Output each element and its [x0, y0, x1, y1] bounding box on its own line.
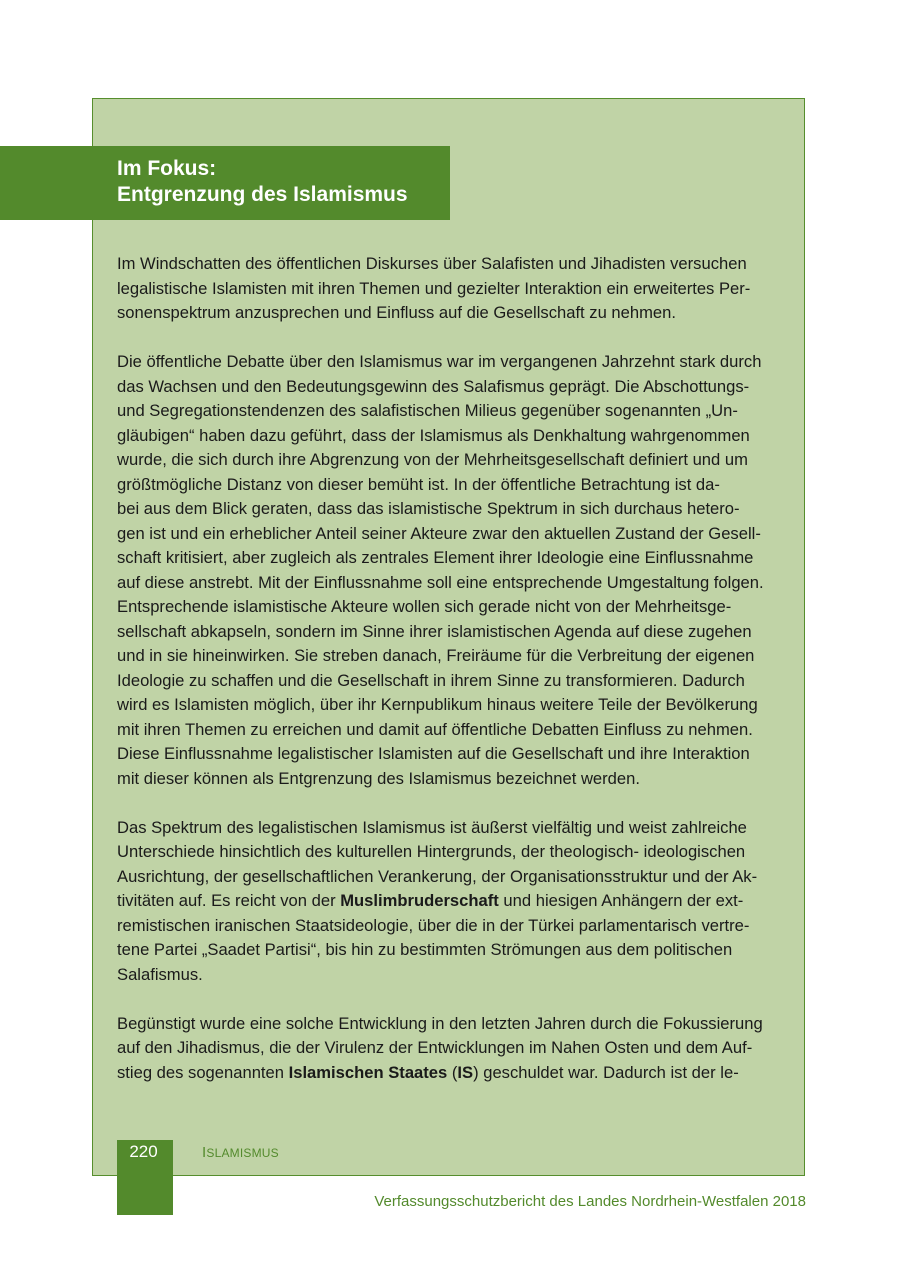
- text-line: Im Windschatten des öffentlichen Diskurses über Salafisten und Jihadisten versuchen: [117, 254, 747, 273]
- text-line: auf den Jihadismus, die der Virulenz der Entwicklungen im Nahen Osten und dem Auf-: [117, 1038, 753, 1057]
- page-number: 220: [129, 1142, 158, 1161]
- text-line: auf diese anstrebt. Mit der Einflussnahme soll eine entsprechende Umgestaltung folgen.: [117, 572, 764, 592]
- text-line: gläubigen“ haben dazu geführt, dass der Islamismus als Denkhaltung wahrgenommen: [117, 425, 750, 445]
- text-line: Das Spektrum des legalistischen Islamismus ist äußerst vielfältig und weist zahlreiche: [117, 817, 747, 837]
- text-line: größtmögliche Distanz von dieser bemüht ist. In der öffentliche Betrachtung ist da-: [117, 474, 720, 494]
- paragraph-1: [117, 252, 787, 326]
- text-line: Ausrichtung, der gesellschaftlichen Verankerung, der Organisationsstruktur und der Ak-: [117, 866, 758, 886]
- text-line: legalistische Islamisten mit ihren Themen und gezielter Interaktion ein erweitertes Per-: [117, 278, 751, 298]
- article-body: [117, 252, 787, 1110]
- section-label: ISLAMISMUS: [202, 1144, 279, 1161]
- term-muslimbruderschaft: Muslimbruderschaft: [340, 891, 499, 910]
- term-is: IS: [457, 1062, 474, 1082]
- paragraph-4: [117, 1012, 787, 1086]
- text-line: mit dieser können als Entgrenzung des Islamismus bezeichnet werden.: [117, 768, 640, 788]
- focus-header-label: Im Fokus:: [117, 157, 217, 180]
- text-line: Begünstigt wurde eine solche Entwicklung in den letzten Jahren durch die Fokussierung: [117, 1013, 763, 1033]
- text-line: tivitäten auf. Es reicht von der Muslimbruderschaft und hiesigen Anhängern der ext-: [117, 891, 744, 910]
- text-line: sonenspektrum anzusprechen und Einfluss auf die Gesellschaft zu nehmen.: [117, 303, 676, 322]
- text-line: Unterschiede hinsichtlich des kulturellen Hintergrunds, der theologisch- ideologischen: [117, 842, 746, 861]
- text-line: remistischen iranischen Staatsideologie, über die in der Türkei parlamentarisch vertre-: [117, 915, 750, 935]
- paragraph-3: [117, 816, 787, 988]
- text-line: und in sie hineinwirken. Sie streben danach, Freiräume für die Verbreitung der eigenen: [117, 646, 755, 665]
- text-line: das Wachsen und den Bedeutungsgewinn des Salafismus geprägt. Die Abschottungs-: [117, 376, 750, 396]
- focus-header: [0, 146, 450, 220]
- text-line: und Segregationstendenzen des salafistischen Milieus gegenüber sogenannten „Un-: [117, 401, 738, 420]
- text-line: Salafismus.: [117, 964, 203, 984]
- text-line: gen ist und ein erheblicher Anteil seiner Akteure zwar den aktuellen Zustand der Gesell-: [117, 523, 761, 543]
- text-line: wird es Islamisten möglich, über ihr Kernpublikum hinaus weitere Teile der Bevölkerung: [117, 695, 758, 714]
- text-line: Die öffentliche Debatte über den Islamismus war im vergangenen Jahrzehnt stark durch: [117, 352, 762, 371]
- text-line: wurde, die sich durch ihre Abgrenzung von der Mehrheitsgesellschaft definiert und um: [117, 450, 748, 469]
- text-line: tene Partei „Saadet Partisi“, bis hin zu bestimmten Strömungen aus dem politischen: [117, 940, 733, 959]
- text-line: bei aus dem Blick geraten, dass das islamistische Spektrum in sich durchaus hetero-: [117, 499, 740, 518]
- text-line: Ideologie zu schaffen und die Gesellschaft in ihrem Sinne zu transformieren. Dadurch: [117, 670, 745, 690]
- paragraph-2: [117, 350, 787, 791]
- text-line: mit ihren Themen zu erreichen und damit auf öffentliche Debatten Einfluss zu nehmen.: [117, 719, 753, 739]
- footer-publication-title: Verfassungsschutzbericht des Landes Nordrhein-Westfalen 2018: [374, 1193, 806, 1210]
- text-line: schaft kritisiert, aber zugleich als zentrales Element ihrer Ideologie eine Einflussnahme: [117, 548, 754, 567]
- focus-header-title: Entgrenzung des Islamismus: [117, 183, 408, 206]
- term-islamischer-staat: Islamischen Staates: [288, 1062, 448, 1082]
- text-line: Diese Einflussnahme legalistischer Islamisten auf die Gesellschaft und ihre Interaktion: [117, 744, 750, 763]
- text-line: Entsprechende islamistische Akteure wollen sich gerade nicht von der Mehrheitsge-: [117, 597, 732, 616]
- text-line: sellschaft abkapseln, sondern im Sinne ihrer islamistischen Agenda auf diese zugehen: [117, 621, 752, 641]
- text-line: stieg des sogenannten Islamischen Staates (IS) geschuldet war. Dadurch ist der le-: [117, 1062, 739, 1082]
